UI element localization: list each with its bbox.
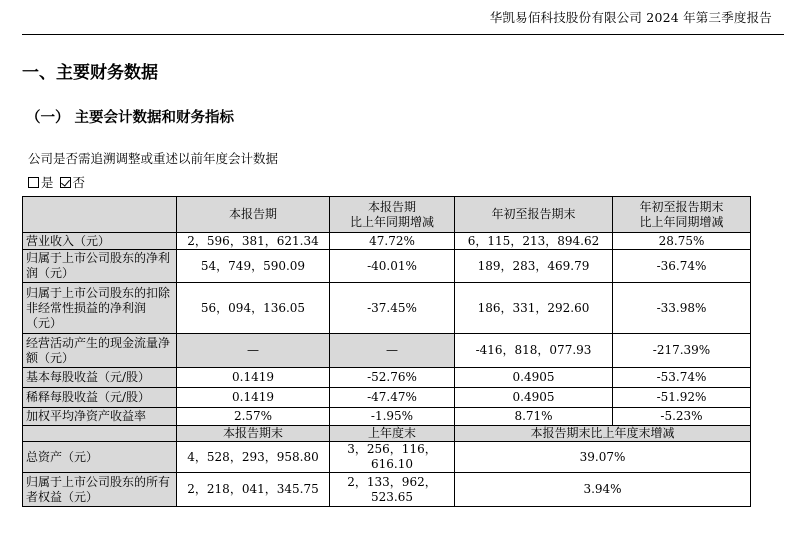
table-row <box>23 283 751 334</box>
section-title: 一、主要财务数据 <box>22 63 158 83</box>
cell: 8.71% <box>455 408 613 426</box>
restatement-question: 公司是否需追溯调整或重述以前年度会计数据 <box>28 151 279 166</box>
cell: 54，749，590.09 <box>177 250 330 283</box>
cell: -36.74% <box>613 250 751 283</box>
option-no[interactable] <box>60 173 86 191</box>
table-row <box>23 388 751 408</box>
cell: 3.94% <box>455 473 751 507</box>
row-label: 营业收入（元） <box>23 233 177 250</box>
header-cell: 上年度末 <box>330 426 455 442</box>
table-row <box>23 473 751 507</box>
row-label: 加权平均净资产收益率 <box>23 408 177 426</box>
header-cell: 本报告期末比上年度末增减 <box>455 426 751 442</box>
row-label: 稀释每股收益（元/股） <box>23 388 177 408</box>
header-cell-blank <box>23 426 177 442</box>
cell: 2，133，962，523.65 <box>330 473 455 507</box>
cell: 2.57% <box>177 408 330 426</box>
cell: 0.4905 <box>455 368 613 388</box>
option-yes[interactable] <box>28 173 54 191</box>
row-label: 经营活动产生的现金流量净额（元） <box>23 334 177 368</box>
cell: 56，094，136.05 <box>177 283 330 334</box>
cell: 47.72% <box>330 233 455 250</box>
row-label: 基本每股收益（元/股） <box>23 368 177 388</box>
cell: -1.95% <box>330 408 455 426</box>
option-yes-label: 是 <box>41 175 54 190</box>
header-cell <box>613 197 751 233</box>
report-header: 华凯易佰科技股份有限公司 2024 年第三季度报告 <box>489 10 772 25</box>
cell: 3，256，116，616.10 <box>330 442 455 473</box>
table-row <box>23 233 751 250</box>
cell: -40.01% <box>330 250 455 283</box>
cell: — <box>330 334 455 368</box>
cell: 6，115，213，894.62 <box>455 233 613 250</box>
option-no-label: 否 <box>72 175 86 190</box>
table-row <box>23 442 751 473</box>
cell: -5.23% <box>613 408 751 426</box>
cell: 39.07% <box>455 442 751 473</box>
header-cell <box>330 197 455 233</box>
header-line: 比上年同期增减 <box>349 214 434 229</box>
row-label: 归属于上市公司股东的扣除非经常性损益的净利润（元） <box>23 283 177 334</box>
cell: -47.47% <box>330 388 455 408</box>
row-label: 总资产（元） <box>23 442 177 473</box>
table-row <box>23 250 751 283</box>
cell: 0.1419 <box>177 388 330 408</box>
header-cell-blank <box>23 197 177 233</box>
row-label: 归属于上市公司股东的所有者权益（元） <box>23 473 177 507</box>
header-divider <box>22 34 784 35</box>
table-row <box>23 408 751 426</box>
cell: 0.1419 <box>177 368 330 388</box>
header-line: 年初至报告期末 <box>639 199 724 214</box>
cell: 0.4905 <box>455 388 613 408</box>
checkbox-no[interactable] <box>60 177 71 188</box>
restatement-options <box>28 173 91 191</box>
financial-data-table <box>22 196 751 507</box>
subsection-title: （一） 主要会计数据和财务指标 <box>26 110 235 126</box>
table-header-row <box>23 197 751 233</box>
header-line: 比上年同期增减 <box>639 214 724 229</box>
header-cell: 本报告期末 <box>177 426 330 442</box>
cell: -53.74% <box>613 368 751 388</box>
checkbox-yes[interactable] <box>28 177 39 188</box>
header-cell: 年初至报告期末 <box>455 197 613 233</box>
cell: -37.45% <box>330 283 455 334</box>
cell: 28.75% <box>613 233 751 250</box>
cell: -217.39% <box>613 334 751 368</box>
cell: 189，283，469.79 <box>455 250 613 283</box>
table-header-row-2 <box>23 426 751 442</box>
cell: 2，218，041，345.75 <box>177 473 330 507</box>
row-label: 归属于上市公司股东的净利润（元） <box>23 250 177 283</box>
cell: 2，596，381，621.34 <box>177 233 330 250</box>
cell: -416，818，077.93 <box>455 334 613 368</box>
cell: — <box>177 334 330 368</box>
table-row <box>23 334 751 368</box>
cell: 186，331，292.60 <box>455 283 613 334</box>
cell: 4，528，293，958.80 <box>177 442 330 473</box>
header-cell: 本报告期 <box>177 197 330 233</box>
table-row <box>23 368 751 388</box>
header-line: 本报告期 <box>367 199 416 214</box>
cell: -33.98% <box>613 283 751 334</box>
cell: -51.92% <box>613 388 751 408</box>
cell: -52.76% <box>330 368 455 388</box>
